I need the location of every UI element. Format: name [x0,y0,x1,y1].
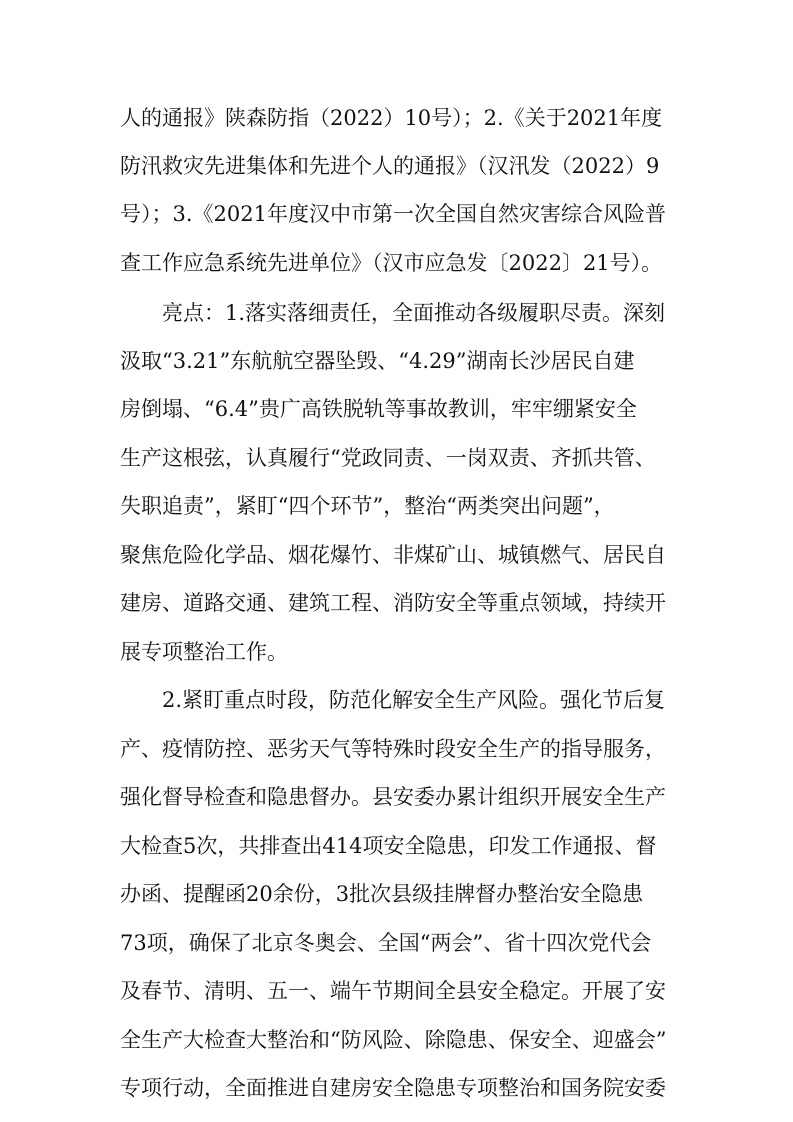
text-line: 展专项整治工作。 [120,640,288,664]
text-line: 建房、道路交通、建筑工程、消防安全等重点领域，持续开 [120,591,666,615]
text-line: 房倒塌、“6.4”贵广高铁脱轨等事故教训，牢牢绷紧安全 [120,397,637,421]
text-line: 强化督导检查和隐患督办。县安委办累计组织开展安全生产 [120,785,666,809]
text-line: 及春节、清明、五一、端午节期间全县安全稳定。开展了安 [120,979,666,1003]
text-line: 失职追责”，紧盯“四个环节”，整治“两类突出问题”， [120,494,615,518]
text-line: 专项行动，全面推进自建房安全隐患专项整治和国务院安委 [120,1076,666,1100]
paragraph-first-line: 亮点：1.落实落细责任，全面推动各级履职尽责。深刻 [162,301,666,325]
text-line: 73项，确保了北京冬奥会、全国“两会”、省十四次党代会 [120,931,652,955]
text-line: 人的通报》陕森防指（2022）10号）；2.《关于2021年度 [120,106,663,130]
text-line: 生产这根弦，认真履行“党政同责、一岗双责、齐抓共管、 [120,446,656,470]
text-line: 大检查5次，共排查出414项安全隐患，印发工作通报、督 [120,834,657,858]
text-line: 聚焦危险化学品、烟花爆竹、非煤矿山、城镇燃气、居民自 [120,543,666,567]
text-line: 办函、提醒函20余份，3批次县级挂牌督办整治安全隐患 [120,882,644,906]
text-line: 号）；3.《2021年度汉中市第一次全国自然灾害综合风险普 [120,202,666,226]
paragraph-first-line: 2.紧盯重点时段，防范化解安全生产风险。强化节后复 [162,688,666,712]
text-line: 汲取“3.21”东航航空器坠毁、“4.29”湖南长沙居民自建 [120,349,635,373]
text-line: 查工作应急系统先进单位》（汉市应急发〔2022〕21号）。 [120,251,663,275]
text-line: 防汛救灾先进集体和先进个人的通报》（汉汛发（2022）9 [120,154,660,178]
text-line: 产、疫情防控、恶劣天气等特殊时段安全生产的指导服务， [120,737,666,761]
text-line: 全生产大检查大整治和“防风险、除隐患、保安全、迎盛会” [120,1028,667,1052]
